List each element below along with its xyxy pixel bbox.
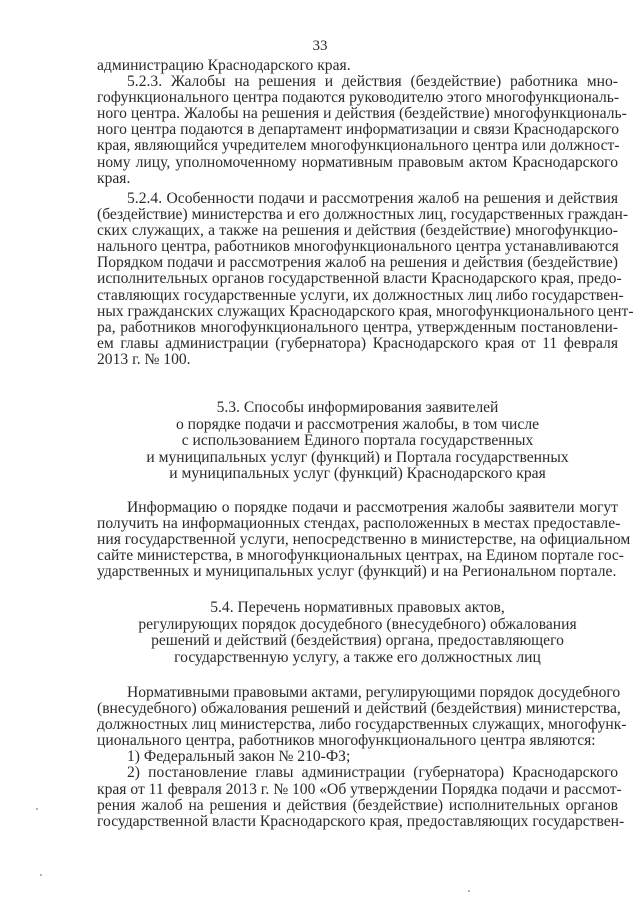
text-line: 2013 г. № 100. — [97, 350, 191, 368]
heading-line: 5.3. Способы информирования заявителей — [216, 399, 499, 416]
heading-line: регулирующих порядок досудебного (внесудебного) обжалования — [138, 615, 577, 633]
text-line: гофункционального центра подаются руководителю этого многофункциональ- — [97, 89, 620, 107]
text-line: 1) Федеральный закон № 210-ФЗ; — [127, 748, 351, 766]
paragraph-informing — [97, 499, 631, 581]
paragraph-normative-acts — [97, 684, 627, 830]
text-line: ударственных и муниципальных услуг (функций) и на Региональном портале. — [97, 563, 617, 581]
text-line: ем главы администрации (губернатора) Краснодарского края от 11 февраля — [97, 334, 618, 352]
paragraph-5-2-4 — [97, 190, 634, 368]
text-line: (бездействие) министерства и его должностных лиц, государственных граждан- — [97, 206, 629, 224]
text-line: должностных лиц министерства, либо государственных служащих, многофунк- — [97, 716, 627, 734]
text-line: получить на информационных стендах, расположенных в местах предоставле- — [97, 515, 621, 533]
section-heading-5-3 — [97, 400, 618, 483]
page-number: 33 — [312, 38, 328, 54]
text-line: 5.2.3. Жалобы на решения и действия (бездействие) работника мно- — [127, 73, 618, 91]
section-heading-5-4 — [97, 600, 618, 666]
text-line: нального центра, работников многофункционального центра устанавливаются — [97, 238, 619, 256]
text-line: края, являющийся учредителем многофункционального центра или должност- — [97, 137, 620, 155]
text-line: ра, работников многофункционального центра, утвержденным постановлени- — [97, 318, 618, 336]
text-line: ного центра. Жалобы на решения и действия (бездействие) многофункциональ- — [97, 105, 627, 123]
text-line: края от 11 февраля 2013 г. № 100 «Об утверждении Порядка подачи и рассмот- — [97, 780, 622, 798]
text-line: ционального центра, работников многофункционального центра являются: — [97, 732, 596, 750]
text-line: исполнительных органов государственной власти Краснодарского края, предо- — [97, 270, 622, 288]
text-line: рения жалоб на решения и действия (бездействие) исполнительных органов — [97, 796, 618, 814]
heading-line: 5.4. Перечень нормативных правовых актов, — [210, 599, 505, 616]
text-line: ния государственной услуги, непосредственно в министерстве, на официальном — [97, 531, 631, 549]
paragraph-5-2-3 — [97, 57, 627, 187]
text-line: государственной власти Краснодарского края, предоставляющих государствен- — [97, 812, 625, 830]
text-line: 2) постановление главы администрации (губернатора) Краснодарского — [127, 764, 618, 782]
text-line: администрацию Краснодарского края. — [97, 57, 351, 74]
text-line: края. — [97, 169, 131, 187]
text-line: ных гражданских служащих Краснодарского края, многофункционального цент- — [97, 302, 634, 320]
scan-speck — [36, 808, 38, 810]
scan-speck — [40, 874, 42, 876]
heading-line: и муниципальных услуг (функций) и Портала государственных — [146, 448, 569, 466]
heading-line: о порядке подачи и рассмотрения жалобы, в том числе — [175, 415, 540, 433]
text-line: сайте министерства, в многофункциональных центрах, на Едином портале гос- — [97, 547, 625, 565]
heading-line: с использованием Единого портала государственных — [181, 432, 534, 450]
text-line: (внесудебного) обжалования решений и действий (бездействия) министерства, — [97, 700, 621, 718]
text-line: Порядком подачи и рассмотрения жалоб на решения и действия (бездействие) — [97, 254, 618, 272]
scan-speck — [468, 890, 470, 892]
text-line: ному лицу, уполномоченному нормативным правовым актом Краснодарского — [97, 153, 618, 171]
text-line: ного центра подаются в департамент информатизации и связи Краснодарского — [97, 121, 620, 139]
text-line: ставляющих государственные услуги, их должностных лиц либо государствен- — [97, 286, 624, 304]
heading-line: решений и действий (бездействия) органа, предоставляющего — [151, 632, 564, 650]
text-line: Информацию о порядке подачи и рассмотрения жалобы заявители могут — [127, 499, 618, 516]
heading-line: и муниципальных услуг (функций) Краснодарского края — [169, 465, 546, 483]
heading-line: государственную услугу, а также его должностных лиц — [174, 648, 541, 666]
text-line: 5.2.4. Особенности подачи и рассмотрения жалоб на решения и действия — [127, 190, 618, 207]
text-line: ских служащих, а также на решения и действия (бездействие) многофункцио- — [97, 222, 618, 240]
text-line: Нормативными правовыми актами, регулирующими порядок досудебного — [127, 684, 621, 701]
